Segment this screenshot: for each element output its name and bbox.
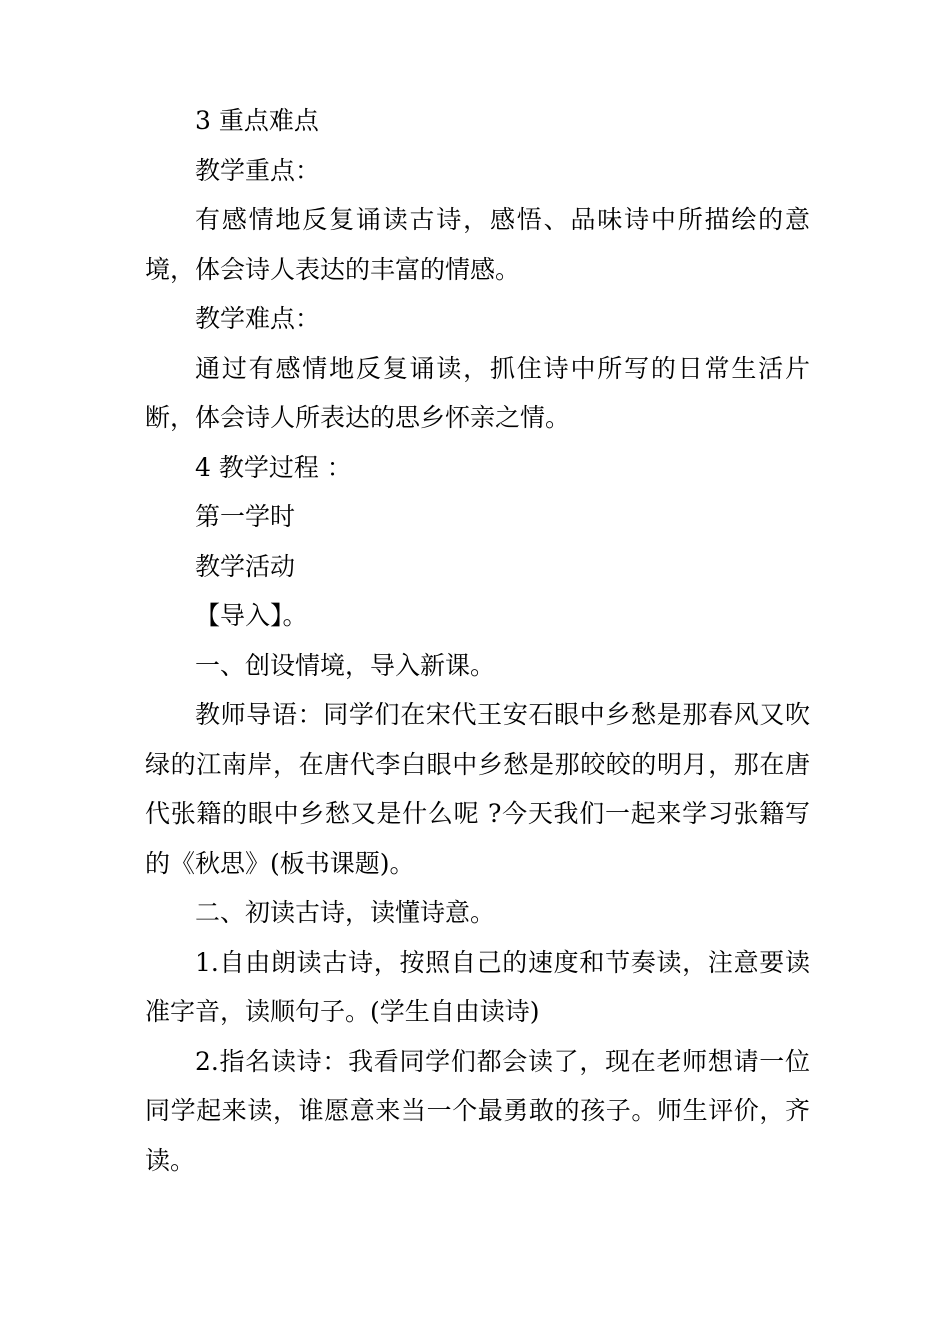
list-item-1: 1.自由朗读古诗，按照自己的速度和节奏读，注意要读准字音，读顺句子。(学生自由读诗) [145, 947, 810, 1026]
step-heading-2: 二、初读古诗，读懂诗意。 [195, 898, 496, 927]
section-heading-teaching-process: 4 教学过程 ： [195, 452, 352, 482]
subheading-teaching-difficulty: 教学难点： [195, 304, 321, 333]
subheading-first-lesson: 第一学时 [195, 502, 296, 531]
paragraph-teacher-intro: 教师导语：同学们在宋代王安石眼中乡愁是那春风又吹绿的江南岸，在唐代李白眼中乡愁是那皎皎的明月，那在唐代张籍的眼中乡愁又是什么呢 ?今天我们一起来学习张籍写的《秋思》(板书课题)。 [145, 700, 810, 878]
subheading-teaching-activity: 教学活动 [195, 551, 296, 581]
subheading-introduction: 【导入】。 [195, 601, 308, 630]
paragraph-teaching-difficulty: 通过有感情地反复诵读，抓住诗中所写的日常生活片断，体会诗人所表达的思乡怀亲之情。 [145, 353, 810, 432]
list-item-2: 2.指名读诗：我看同学们都会读了，现在老师想请一位同学起来读，谁愿意来当一个最勇敢的孩子。师生评价，齐读。 [145, 1046, 810, 1175]
section-heading-key-points: 3 重点难点 [195, 106, 319, 135]
document-body [145, 96, 810, 1185]
step-heading-1: 一、创设情境，导入新课。 [195, 650, 496, 680]
subheading-teaching-focus: 教学重点： [195, 155, 321, 185]
paragraph-teaching-focus: 有感情地反复诵读古诗，感悟、品味诗中所描绘的意境，体会诗人表达的丰富的情感。 [145, 205, 810, 284]
